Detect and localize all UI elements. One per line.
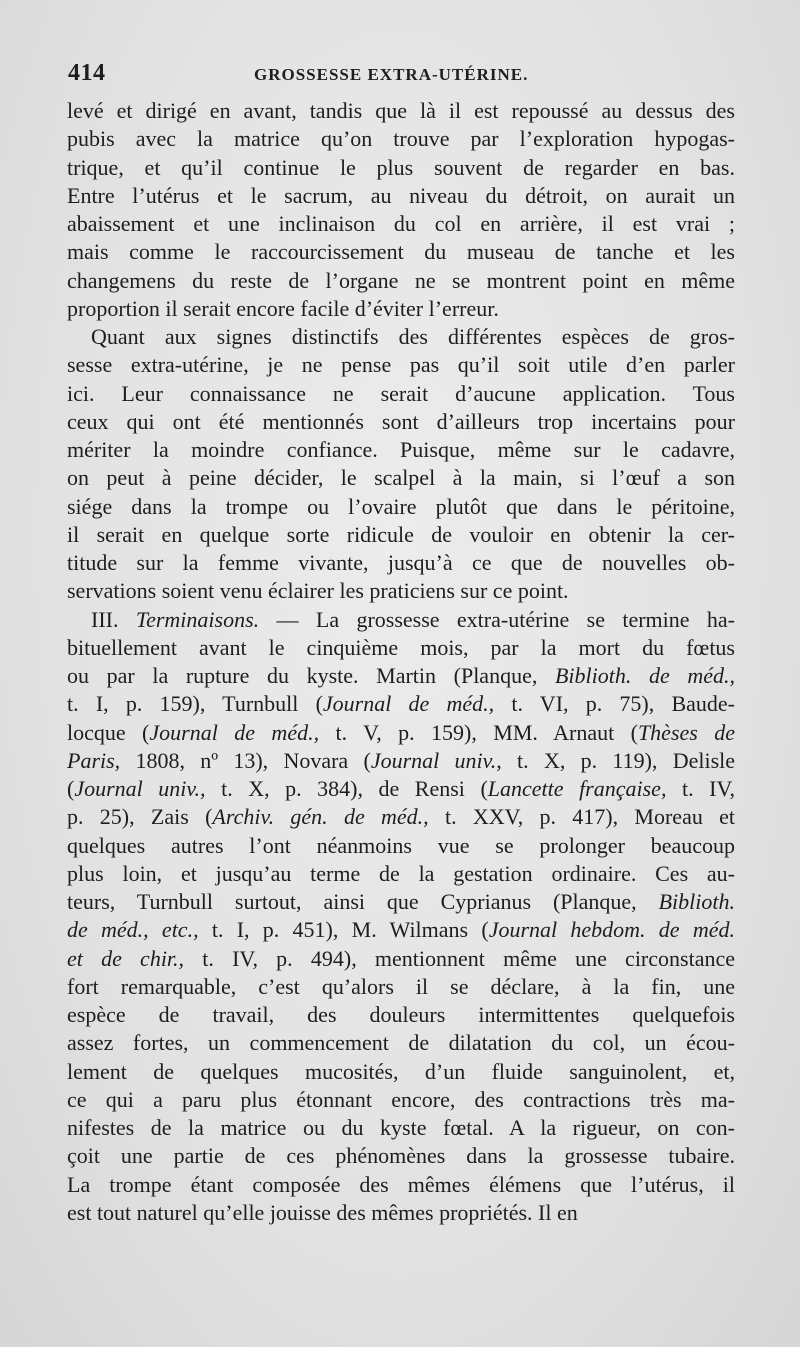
text-run: est tout naturel qu’elle jouisse des mêmes propriétés. Il en: [67, 1199, 578, 1225]
text-run: (: [67, 776, 75, 801]
text-line: [67, 832, 735, 860]
text-line: [67, 464, 735, 492]
text-run: il serait en quelque sorte ridicule de vouloir en obtenir la cer-: [67, 521, 735, 547]
text-line: [67, 97, 735, 125]
text-run: on peut à peine décider, le scalpel à la main, si l’œuf a son: [67, 465, 735, 491]
text-line: [67, 775, 735, 803]
italic-text: Lancette française,: [487, 776, 667, 801]
text-run: plus loin, et jusqu’au terme de la gestation ordinaire. Ces au-: [67, 860, 735, 886]
text-run: t. X, p. 119), Delisle: [501, 747, 736, 773]
text-run: siége dans la trompe ou l’ovaire plutôt que dans le péritoine,: [67, 493, 735, 519]
text-line: [67, 295, 735, 323]
text-line: [67, 154, 735, 182]
text-run: La trompe étant composée des mêmes élémens que l’utérus, il: [67, 1171, 735, 1197]
text-run: changemens du reste de l’organe ne se montrent point en même: [67, 267, 735, 293]
text-line: [67, 577, 735, 605]
text-run: sesse extra-utérine, je ne pense pas qu’il soit utile d’en parler: [67, 352, 735, 378]
text-line: [67, 634, 735, 662]
text-line: [67, 662, 735, 690]
text-line: [67, 436, 735, 464]
text-line: [67, 1114, 735, 1142]
text-line: [67, 351, 735, 379]
text-run: t. V, p. 159), MM. Arnaut (: [319, 719, 638, 745]
text-run: ceux qui ont été mentionnés sont d’ailleurs trop incertains pour: [67, 408, 735, 434]
text-line: [67, 606, 735, 634]
text-run: t. IV,: [666, 776, 736, 801]
text-line: [67, 493, 735, 521]
text-run: ici. Leur connaissance ne serait d’aucune application. Tous: [67, 380, 735, 406]
italic-text: Journal de méd.,: [322, 691, 495, 717]
text-run: Quant aux signes distinctifs des différentes espèces de gros-: [91, 324, 735, 349]
text-line: [67, 182, 735, 210]
text-line: [67, 888, 735, 916]
text-run: bituellement avant le cinquième mois, par la mort du fœtus: [67, 634, 735, 660]
text-run: t. VI, p. 75), Baude-: [494, 691, 735, 717]
text-line: [67, 267, 735, 295]
text-run: espèce de travail, des douleurs intermittentes quelquefois: [67, 1002, 735, 1027]
text-run: teurs, Turnbull surtout, ainsi que Cyprianus (Planque,: [67, 889, 659, 914]
text-line: [67, 549, 735, 577]
text-line: [67, 1171, 735, 1199]
italic-text: Journal de méd.,: [149, 719, 320, 745]
text-run: quelques autres l’ont néanmoins vue se prolonger beaucoup: [67, 832, 735, 858]
text-line: [67, 210, 735, 238]
text-run: lement de quelques mucosités, d’un fluide sanguinolent, et,: [67, 1058, 735, 1084]
running-title: GROSSESSE EXTRA-UTÉRINE.: [254, 65, 529, 84]
italic-text: Biblioth. de méd.,: [554, 663, 735, 688]
text-run: 1808, nº 13), Novara (: [120, 747, 371, 773]
text-line: [67, 803, 735, 831]
text-run: Entre l’utérus et le sacrum, au niveau du détroit, on aurait un: [67, 182, 735, 208]
running-head: [68, 60, 738, 92]
text-line: [67, 747, 735, 775]
text-run: locque (: [67, 719, 150, 745]
text-line: [67, 323, 735, 351]
text-run: proportion il serait encore facile d’éviter l’erreur.: [67, 295, 499, 321]
text-line: [67, 125, 735, 153]
text-line: [67, 1001, 735, 1029]
text-run: t. X, p. 384), de Rensi (: [205, 776, 488, 801]
italic-text: de méd., etc.,: [67, 917, 199, 943]
text-line: [67, 1142, 735, 1170]
text-line: [67, 380, 735, 408]
text-line: [67, 973, 735, 1001]
text-run: trique, et qu’il continue le plus souvent de regarder en bas.: [67, 154, 735, 180]
text-line: [67, 916, 735, 944]
text-run: — La grossesse extra-utérine se termine ha-: [259, 606, 735, 632]
text-run: servations soient venu éclairer les praticiens sur ce point.: [67, 578, 569, 604]
text-run: mais comme le raccourcissement du museau de tanche et les: [67, 239, 735, 265]
text-run: t. XXV, p. 417), Moreau et: [428, 804, 736, 830]
italic-text: Archiv. gén. de méd.,: [212, 804, 429, 830]
text-run: ce qui a paru plus étonnant encore, des contractions très ma-: [67, 1086, 735, 1112]
text-run: çoit une partie de ces phénomènes dans la grossesse tubaire.: [67, 1143, 735, 1169]
italic-text: Biblioth.: [658, 889, 735, 914]
italic-text: et de chir.,: [67, 945, 185, 971]
text-run: t. I, p. 451), M. Wilmans (: [198, 917, 489, 943]
page-number: 414: [68, 60, 106, 86]
text-run: mériter la moindre confiance. Puisque, même sur le cadavre,: [67, 437, 735, 462]
text-line: [67, 860, 735, 888]
text-run: t. IV, p. 494), mentionnent même une circonstance: [184, 945, 735, 971]
text-run: fort remarquable, c’est qu’alors il se déclare, à la fin, une: [67, 973, 735, 999]
text-line: [67, 1199, 735, 1227]
text-line: [67, 945, 735, 973]
text-line: [67, 1086, 735, 1114]
text-line: [67, 1058, 735, 1086]
italic-text: Thèses de: [637, 719, 736, 745]
text-run: t. I, p. 159), Turnbull (: [67, 691, 323, 717]
text-line: [67, 719, 735, 747]
text-line: [67, 521, 735, 549]
italic-text: Journal hebdom. de méd.: [488, 917, 735, 943]
text-run: p. 25), Zais (: [67, 804, 213, 830]
text-line: [67, 1029, 735, 1057]
text-run: assez fortes, un commencement de dilatation du col, un écou-: [67, 1030, 735, 1056]
text-line: [67, 408, 735, 436]
italic-text: Journal univ.,: [74, 776, 206, 801]
italic-text: Journal univ.,: [370, 747, 502, 773]
italic-text: Paris,: [67, 747, 121, 773]
italic-text: Terminaisons.: [135, 606, 260, 632]
text-run: abaissement et une inclinaison du col en arrière, il est vrai ;: [67, 211, 735, 236]
text-run: pubis avec la matrice qu’on trouve par l’exploration hypogas-: [67, 126, 735, 152]
text-run: nifestes de la matrice ou du kyste fœtal. A la rigueur, on con-: [67, 1115, 735, 1140]
text-run: levé et dirigé en avant, tandis que là il est repoussé au dessus des: [67, 98, 735, 123]
text-run: ou par la rupture du kyste. Martin (Planque,: [67, 663, 555, 688]
text-run: titude sur la femme vivante, jusqu’à ce que de nouvelles ob-: [67, 550, 735, 575]
body-text: [67, 97, 735, 1227]
text-line: [67, 238, 735, 266]
text-line: [67, 690, 735, 718]
text-run: III.: [91, 606, 136, 632]
